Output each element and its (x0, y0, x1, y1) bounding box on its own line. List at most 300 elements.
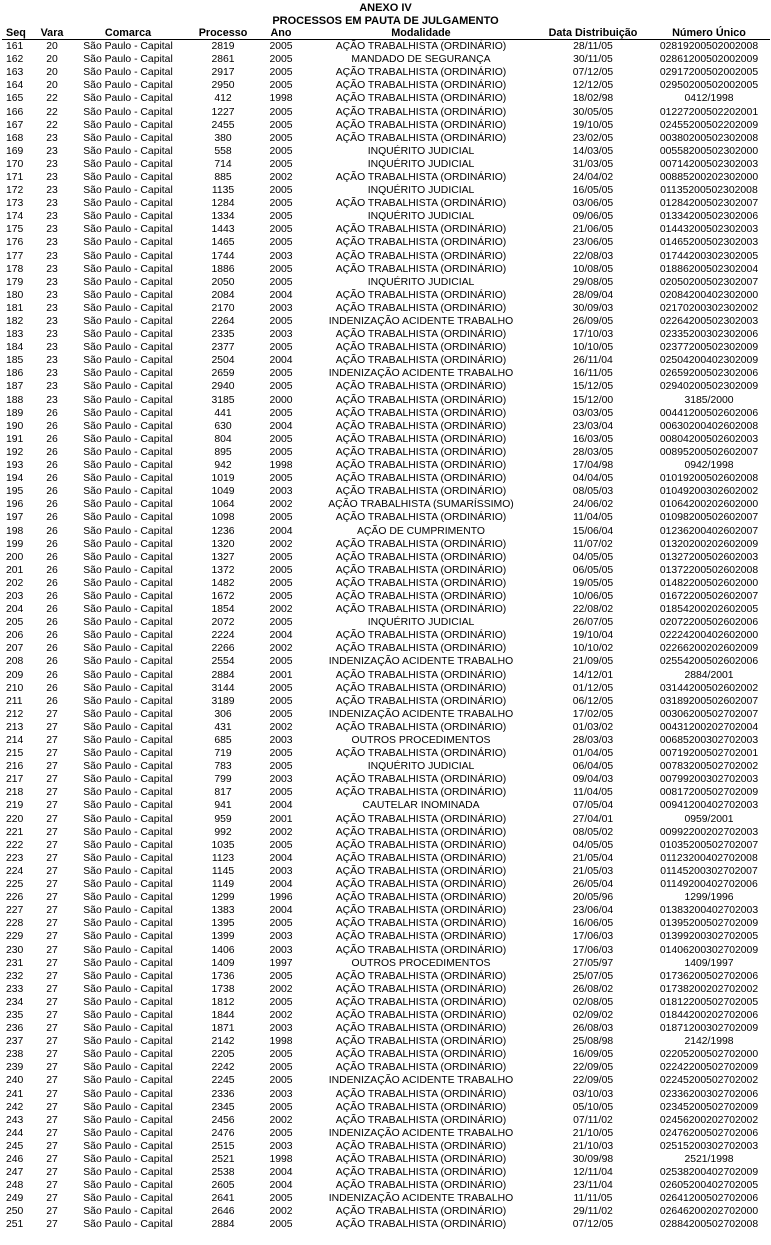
cell-numero-unico: 00441200502602006 (659, 407, 759, 419)
cell-processo: 1482 (211, 577, 235, 589)
cell-numero-unico: 02335200302302006 (659, 329, 759, 341)
cell-processo: 895 (214, 446, 232, 458)
cell-ano: 2005 (269, 708, 293, 720)
table-row (2, 943, 770, 956)
table-row (2, 1127, 770, 1140)
cell-ano: 2002 (269, 826, 293, 838)
cell-comarca: São Paulo - Capital (83, 381, 173, 393)
cell-vara: 27 (46, 721, 58, 733)
cell-processo: 630 (214, 420, 232, 432)
cell-numero-unico: 02264200502302003 (659, 316, 759, 328)
cell-modalidade: AÇÃO TRABALHISTA (ORDINÁRIO) (335, 355, 507, 367)
cell-vara: 23 (46, 185, 58, 197)
cell-vara: 26 (46, 682, 58, 694)
cell-processo: 2917 (211, 67, 235, 79)
table-row (2, 682, 770, 695)
cell-modalidade: AÇÃO TRABALHISTA (ORDINÁRIO) (335, 250, 507, 262)
cell-comarca: São Paulo - Capital (83, 1167, 173, 1179)
cell-data-distribuicao: 03/10/03 (572, 1088, 614, 1100)
table-row (2, 747, 770, 760)
cell-numero-unico: 01465200502302003 (659, 237, 759, 249)
cell-comarca: São Paulo - Capital (83, 865, 173, 877)
cell-comarca: São Paulo - Capital (83, 892, 173, 904)
cell-seq: 242 (6, 1101, 24, 1113)
cell-numero-unico: 01145200302702007 (660, 865, 758, 877)
cell-data-distribuicao: 21/05/04 (572, 852, 614, 864)
cell-processo: 1236 (211, 525, 235, 537)
cell-seq: 186 (6, 368, 24, 380)
cell-data-distribuicao: 28/03/05 (572, 446, 614, 458)
cell-processo: 1409 (211, 957, 235, 969)
cell-vara: 23 (46, 132, 58, 144)
cell-data-distribuicao: 25/07/05 (572, 970, 614, 982)
cell-comarca: São Paulo - Capital (83, 931, 173, 943)
cell-processo: 2170 (211, 302, 235, 314)
table-row (2, 1101, 770, 1114)
cell-processo: 2538 (211, 1167, 235, 1179)
cell-data-distribuicao: 30/11/05 (573, 54, 613, 66)
cell-processo: 2476 (211, 1127, 235, 1139)
cell-processo: 1736 (211, 970, 235, 982)
cell-numero-unico: 00558200502302000 (659, 145, 759, 157)
table-row (2, 92, 770, 105)
cell-modalidade: AÇÃO TRABALHISTA (ORDINÁRIO) (335, 643, 507, 655)
cell-comarca: São Paulo - Capital (83, 1009, 173, 1021)
cell-modalidade: INDENIZAÇÃO ACIDENTE TRABALHO (328, 1193, 514, 1205)
cell-comarca: São Paulo - Capital (83, 407, 173, 419)
cell-data-distribuicao: 14/03/05 (572, 145, 614, 157)
cell-seq: 171 (6, 171, 24, 183)
cell-modalidade: AÇÃO TRABALHISTA (ORDINÁRIO) (335, 931, 507, 943)
cell-numero-unico: 02884200502702008 (659, 1219, 759, 1231)
cell-data-distribuicao: 26/08/03 (572, 1023, 614, 1035)
cell-numero-unico: 00714200502302003 (659, 158, 759, 170)
cell-seq: 176 (6, 237, 24, 249)
cell-ano: 2005 (269, 263, 293, 275)
cell-ano: 2005 (269, 1127, 293, 1139)
cell-comarca: São Paulo - Capital (83, 918, 173, 930)
cell-numero-unico: 02940200502302009 (659, 381, 759, 393)
cell-comarca: São Paulo - Capital (83, 486, 173, 498)
cell-vara: 27 (46, 1167, 58, 1179)
cell-processo: 2266 (211, 643, 235, 655)
table-row (2, 603, 770, 616)
cell-modalidade: AÇÃO TRABALHISTA (ORDINÁRIO) (335, 1023, 507, 1035)
table-row (2, 197, 770, 210)
cell-modalidade: INDENIZAÇÃO ACIDENTE TRABALHO (328, 656, 514, 668)
cell-processo: 2819 (211, 41, 235, 53)
cell-modalidade: OUTROS PROCEDIMENTOS (351, 957, 491, 969)
cell-ano: 2005 (269, 368, 293, 380)
table-row (2, 1166, 770, 1179)
cell-vara: 27 (46, 826, 58, 838)
cell-vara: 27 (46, 1023, 58, 1035)
cell-comarca: São Paulo - Capital (83, 604, 173, 616)
cell-vara: 23 (46, 276, 58, 288)
cell-comarca: São Paulo - Capital (83, 1088, 173, 1100)
cell-numero-unico: 01406200302702009 (659, 944, 759, 956)
cell-comarca: São Paulo - Capital (83, 905, 173, 917)
cell-ano: 2005 (269, 1193, 293, 1205)
cell-vara: 26 (46, 643, 58, 655)
cell-seq: 207 (6, 643, 24, 655)
cell-ano: 2002 (269, 171, 293, 183)
cell-modalidade: AÇÃO TRABALHISTA (ORDINÁRIO) (335, 852, 507, 864)
table-row (2, 105, 770, 118)
cell-comarca: São Paulo - Capital (83, 682, 173, 694)
cell-comarca: São Paulo - Capital (83, 106, 173, 118)
cell-modalidade: AÇÃO TRABALHISTA (ORDINÁRIO) (335, 551, 507, 563)
cell-processo: 1672 (211, 590, 235, 602)
cell-processo: 2940 (211, 381, 235, 393)
cell-modalidade: AÇÃO TRABALHISTA (ORDINÁRIO) (335, 93, 507, 105)
cell-modalidade: AÇÃO TRABALHISTA (ORDINÁRIO) (335, 905, 507, 917)
cell-comarca: São Paulo - Capital (83, 394, 173, 406)
cell-data-distribuicao: 19/05/05 (572, 577, 614, 589)
cell-vara: 27 (46, 983, 58, 995)
cell-vara: 23 (46, 329, 58, 341)
cell-modalidade: AÇÃO TRABALHISTA (ORDINÁRIO) (335, 67, 507, 79)
cell-seq: 230 (6, 944, 24, 956)
cell-vara: 23 (46, 394, 58, 406)
cell-data-distribuicao: 04/04/05 (572, 473, 614, 485)
cell-comarca: São Paulo - Capital (83, 329, 173, 341)
cell-vara: 27 (46, 1088, 58, 1100)
cell-modalidade: AÇÃO TRABALHISTA (ORDINÁRIO) (335, 970, 507, 982)
cell-vara: 26 (46, 590, 58, 602)
cell-seq: 193 (6, 460, 24, 472)
cell-comarca: São Paulo - Capital (83, 198, 173, 210)
cell-modalidade: AÇÃO TRABALHISTA (ORDINÁRIO) (335, 983, 507, 995)
cell-vara: 23 (46, 289, 58, 301)
cell-ano: 2004 (269, 289, 293, 301)
cell-processo: 2641 (211, 1193, 235, 1205)
cell-seq: 181 (6, 302, 24, 314)
cell-seq: 211 (6, 695, 23, 707)
cell-vara: 23 (46, 316, 58, 328)
cell-ano: 2005 (269, 682, 293, 694)
table-row (2, 341, 770, 354)
cell-processo: 380 (214, 132, 232, 144)
cell-vara: 26 (46, 525, 58, 537)
table-row (2, 564, 770, 577)
cell-modalidade: AÇÃO TRABALHISTA (ORDINÁRIO) (335, 577, 507, 589)
cell-seq: 237 (6, 1036, 24, 1048)
cell-seq: 187 (6, 381, 24, 393)
cell-comarca: São Paulo - Capital (83, 512, 173, 524)
cell-ano: 1998 (269, 1036, 293, 1048)
cell-seq: 174 (6, 211, 24, 223)
cell-numero-unico: 00719200502702001 (659, 748, 759, 760)
cell-data-distribuicao: 17/02/05 (572, 708, 614, 720)
cell-ano: 2004 (269, 355, 293, 367)
table-row (2, 904, 770, 917)
cell-data-distribuicao: 28/09/04 (572, 289, 614, 301)
cell-modalidade: AÇÃO TRABALHISTA (ORDINÁRIO) (335, 1009, 507, 1021)
cell-processo: 959 (214, 813, 232, 825)
cell-data-distribuicao: 29/11/02 (573, 1206, 613, 1218)
cell-data-distribuicao: 11/07/02 (573, 538, 613, 550)
cell-data-distribuicao: 17/06/03 (572, 944, 614, 956)
cell-modalidade: AÇÃO TRABALHISTA (ORDINÁRIO) (335, 1114, 507, 1126)
cell-comarca: São Paulo - Capital (83, 1154, 173, 1166)
cell-vara: 27 (46, 787, 58, 799)
cell-seq: 178 (6, 263, 24, 275)
cell-modalidade: INQUÉRITO JUDICIAL (367, 761, 475, 773)
table-row (2, 1114, 770, 1127)
cell-comarca: São Paulo - Capital (83, 800, 173, 812)
cell-vara: 26 (46, 473, 58, 485)
cell-modalidade: AÇÃO TRABALHISTA (ORDINÁRIO) (335, 1154, 507, 1166)
cell-seq: 231 (6, 957, 24, 969)
cell-ano: 2005 (269, 211, 293, 223)
cell-numero-unico: 02515200302702003 (659, 1140, 759, 1152)
cell-comarca: São Paulo - Capital (83, 1180, 173, 1192)
cell-numero-unico: 02072200502602006 (659, 617, 759, 629)
cell-comarca: São Paulo - Capital (83, 813, 173, 825)
cell-processo: 1049 (211, 486, 235, 498)
cell-data-distribuicao: 26/05/04 (572, 879, 614, 891)
table-row (2, 970, 770, 983)
cell-modalidade: AÇÃO TRABALHISTA (ORDINÁRIO) (335, 41, 507, 53)
cell-vara: 27 (46, 800, 58, 812)
cell-numero-unico: 02605200402702005 (659, 1180, 759, 1192)
cell-ano: 2005 (269, 695, 293, 707)
cell-processo: 714 (214, 158, 232, 170)
cell-data-distribuicao: 24/04/02 (572, 171, 614, 183)
cell-numero-unico: 02659200502302006 (659, 368, 759, 380)
cell-comarca: São Paulo - Capital (83, 577, 173, 589)
cell-modalidade: AÇÃO TRABALHISTA (ORDINÁRIO) (335, 381, 507, 393)
cell-seq: 191 (6, 433, 24, 445)
cell-seq: 229 (6, 931, 24, 943)
cell-ano: 2004 (269, 1180, 293, 1192)
cell-processo: 1812 (211, 996, 235, 1008)
cell-ano: 2002 (269, 1206, 293, 1218)
table-header-row (2, 28, 770, 40)
cell-data-distribuicao: 22/08/03 (572, 250, 614, 262)
table-row (2, 433, 770, 446)
cell-data-distribuicao: 08/05/02 (572, 826, 614, 838)
cell-data-distribuicao: 04/05/05 (572, 551, 614, 563)
cell-vara: 26 (46, 695, 58, 707)
cell-numero-unico: 0959/2001 (684, 813, 734, 825)
cell-data-distribuicao: 16/06/05 (572, 918, 614, 930)
cell-processo: 3189 (211, 695, 235, 707)
cell-comarca: São Paulo - Capital (83, 643, 173, 655)
cell-data-distribuicao: 23/06/05 (572, 237, 614, 249)
cell-vara: 26 (46, 551, 58, 563)
cell-comarca: São Paulo - Capital (83, 54, 173, 66)
table-row (2, 459, 770, 472)
cell-vara: 27 (46, 905, 58, 917)
cell-data-distribuicao: 23/11/04 (573, 1180, 613, 1192)
cell-ano: 2003 (269, 944, 293, 956)
cell-numero-unico: 02917200502002005 (659, 67, 759, 79)
cell-modalidade: AÇÃO TRABALHISTA (ORDINÁRIO) (335, 106, 507, 118)
cell-seq: 210 (6, 682, 24, 694)
cell-numero-unico: 00630200402602008 (659, 420, 759, 432)
cell-seq: 251 (6, 1219, 24, 1231)
cell-comarca: São Paulo - Capital (83, 996, 173, 1008)
cell-numero-unico: 01334200502302006 (659, 211, 759, 223)
cell-vara: 20 (46, 67, 58, 79)
cell-seq: 208 (6, 656, 24, 668)
cell-vara: 22 (46, 119, 58, 131)
cell-comarca: São Paulo - Capital (83, 41, 173, 53)
cell-seq: 195 (6, 486, 24, 498)
cell-processo: 1399 (211, 931, 235, 943)
cell-processo: 1383 (211, 905, 235, 917)
cell-ano: 2001 (269, 813, 293, 825)
cell-vara: 26 (46, 512, 58, 524)
cell-numero-unico: 02476200502702006 (659, 1127, 759, 1139)
cell-processo: 2884 (211, 669, 235, 681)
cell-comarca: São Paulo - Capital (83, 748, 173, 760)
cell-comarca: São Paulo - Capital (83, 538, 173, 550)
cell-vara: 27 (46, 1062, 58, 1074)
cell-vara: 23 (46, 237, 58, 249)
cell-modalidade: AÇÃO TRABALHISTA (ORDINÁRIO) (335, 721, 507, 733)
cell-vara: 22 (46, 106, 58, 118)
cell-processo: 685 (214, 735, 232, 747)
cell-numero-unico: 00306200502702007 (659, 708, 759, 720)
cell-numero-unico: 02170200302302002 (659, 302, 759, 314)
cell-processo: 1372 (211, 564, 235, 576)
cell-ano: 2003 (269, 302, 293, 314)
cell-seq: 198 (6, 525, 24, 537)
cell-comarca: São Paulo - Capital (83, 289, 173, 301)
cell-vara: 27 (46, 1049, 58, 1061)
cell-vara: 26 (46, 433, 58, 445)
cell-modalidade: INDENIZAÇÃO ACIDENTE TRABALHO (328, 1075, 514, 1087)
table-row (2, 250, 770, 263)
cell-modalidade: AÇÃO TRABALHISTA (ORDINÁRIO) (335, 1167, 507, 1179)
cell-numero-unico: 01123200402702008 (660, 852, 758, 864)
cell-seq: 221 (6, 826, 24, 838)
cell-data-distribuicao: 16/03/05 (572, 433, 614, 445)
cell-data-distribuicao: 07/11/02 (573, 1114, 613, 1126)
cell-ano: 2005 (269, 433, 293, 445)
cell-ano: 2005 (269, 551, 293, 563)
table-row (2, 577, 770, 590)
cell-ano: 2005 (269, 996, 293, 1008)
cell-numero-unico: 02242200502702009 (659, 1062, 759, 1074)
cell-ano: 2005 (269, 158, 293, 170)
cell-ano: 1998 (269, 460, 293, 472)
cell-data-distribuicao: 21/10/03 (572, 1140, 614, 1152)
cell-seq: 239 (6, 1062, 24, 1074)
table-row (2, 236, 770, 249)
cell-comarca: São Paulo - Capital (83, 551, 173, 563)
cell-data-distribuicao: 15/06/04 (572, 525, 614, 537)
cell-numero-unico: 0942/1998 (684, 460, 734, 472)
cell-ano: 2005 (269, 918, 293, 930)
cell-data-distribuicao: 09/06/05 (572, 211, 614, 223)
cell-modalidade: AÇÃO TRABALHISTA (ORDINÁRIO) (335, 996, 507, 1008)
cell-vara: 23 (46, 342, 58, 354)
cell-vara: 26 (46, 499, 58, 511)
cell-data-distribuicao: 28/11/05 (573, 41, 613, 53)
table-row (2, 642, 770, 655)
cell-modalidade: AÇÃO TRABALHISTA (ORDINÁRIO) (335, 342, 507, 354)
table-row (2, 891, 770, 904)
cell-numero-unico: 00431200202702004 (659, 721, 759, 733)
table-row (2, 865, 770, 878)
cell-data-distribuicao: 10/06/05 (572, 590, 614, 602)
cell-numero-unico: 01886200502302004 (659, 263, 759, 275)
cell-data-distribuicao: 10/10/05 (572, 342, 614, 354)
cell-ano: 2005 (269, 446, 293, 458)
cell-vara: 23 (46, 302, 58, 314)
cell-seq: 179 (6, 276, 24, 288)
cell-data-distribuicao: 10/10/02 (572, 643, 614, 655)
cell-processo: 1320 (211, 538, 235, 550)
cell-comarca: São Paulo - Capital (83, 983, 173, 995)
cell-modalidade: AÇÃO TRABALHISTA (ORDINÁRIO) (335, 813, 507, 825)
cell-data-distribuicao: 04/05/05 (572, 839, 614, 851)
cell-ano: 2005 (269, 1101, 293, 1113)
cell-numero-unico: 2142/1998 (684, 1036, 734, 1048)
cell-vara: 23 (46, 198, 58, 210)
cell-seq: 163 (6, 67, 24, 79)
cell-modalidade: CAUTELAR INOMINADA (362, 800, 480, 812)
cell-vara: 23 (46, 171, 58, 183)
cell-modalidade: AÇÃO TRABALHISTA (ORDINÁRIO) (335, 512, 507, 524)
cell-ano: 2005 (269, 656, 293, 668)
cell-vara: 23 (46, 355, 58, 367)
cell-ano: 2005 (269, 132, 293, 144)
cell-numero-unico: 00992200202702003 (659, 826, 759, 838)
cell-data-distribuicao: 26/07/05 (572, 617, 614, 629)
cell-seq: 204 (6, 604, 24, 616)
cell-modalidade: OUTROS PROCEDIMENTOS (351, 735, 491, 747)
cell-processo: 2504 (211, 355, 235, 367)
cell-data-distribuicao: 14/12/01 (572, 669, 614, 681)
table-row (2, 799, 770, 812)
cell-seq: 222 (6, 839, 24, 851)
table-row (2, 210, 770, 223)
table-row (2, 289, 770, 302)
cell-vara: 26 (46, 486, 58, 498)
cell-data-distribuicao: 20/05/96 (572, 892, 614, 904)
cell-ano: 2000 (269, 394, 293, 406)
table-row (2, 184, 770, 197)
cell-comarca: São Paulo - Capital (83, 774, 173, 786)
table-row (2, 616, 770, 629)
cell-modalidade: AÇÃO TRABALHISTA (ORDINÁRIO) (335, 473, 507, 485)
table-row (2, 1179, 770, 1192)
table-row (2, 498, 770, 511)
cell-numero-unico: 02455200502202009 (659, 119, 759, 131)
table-row (2, 380, 770, 393)
cell-numero-unico: 00895200502602007 (659, 446, 759, 458)
table-row (2, 826, 770, 839)
cell-ano: 2005 (269, 342, 293, 354)
table-row (2, 917, 770, 930)
cell-numero-unico: 02224200402602000 (659, 630, 759, 642)
cell-seq: 233 (6, 983, 24, 995)
document-subtitle: PROCESSOS EM PAUTA DE JULGAMENTO (272, 15, 499, 27)
table-row (2, 472, 770, 485)
cell-processo: 1135 (211, 185, 235, 197)
cell-comarca: São Paulo - Capital (83, 826, 173, 838)
table-row (2, 223, 770, 236)
cell-modalidade: AÇÃO TRABALHISTA (ORDINÁRIO) (335, 198, 507, 210)
table-row (2, 1153, 770, 1166)
cell-vara: 27 (46, 918, 58, 930)
cell-seq: 244 (6, 1127, 24, 1139)
